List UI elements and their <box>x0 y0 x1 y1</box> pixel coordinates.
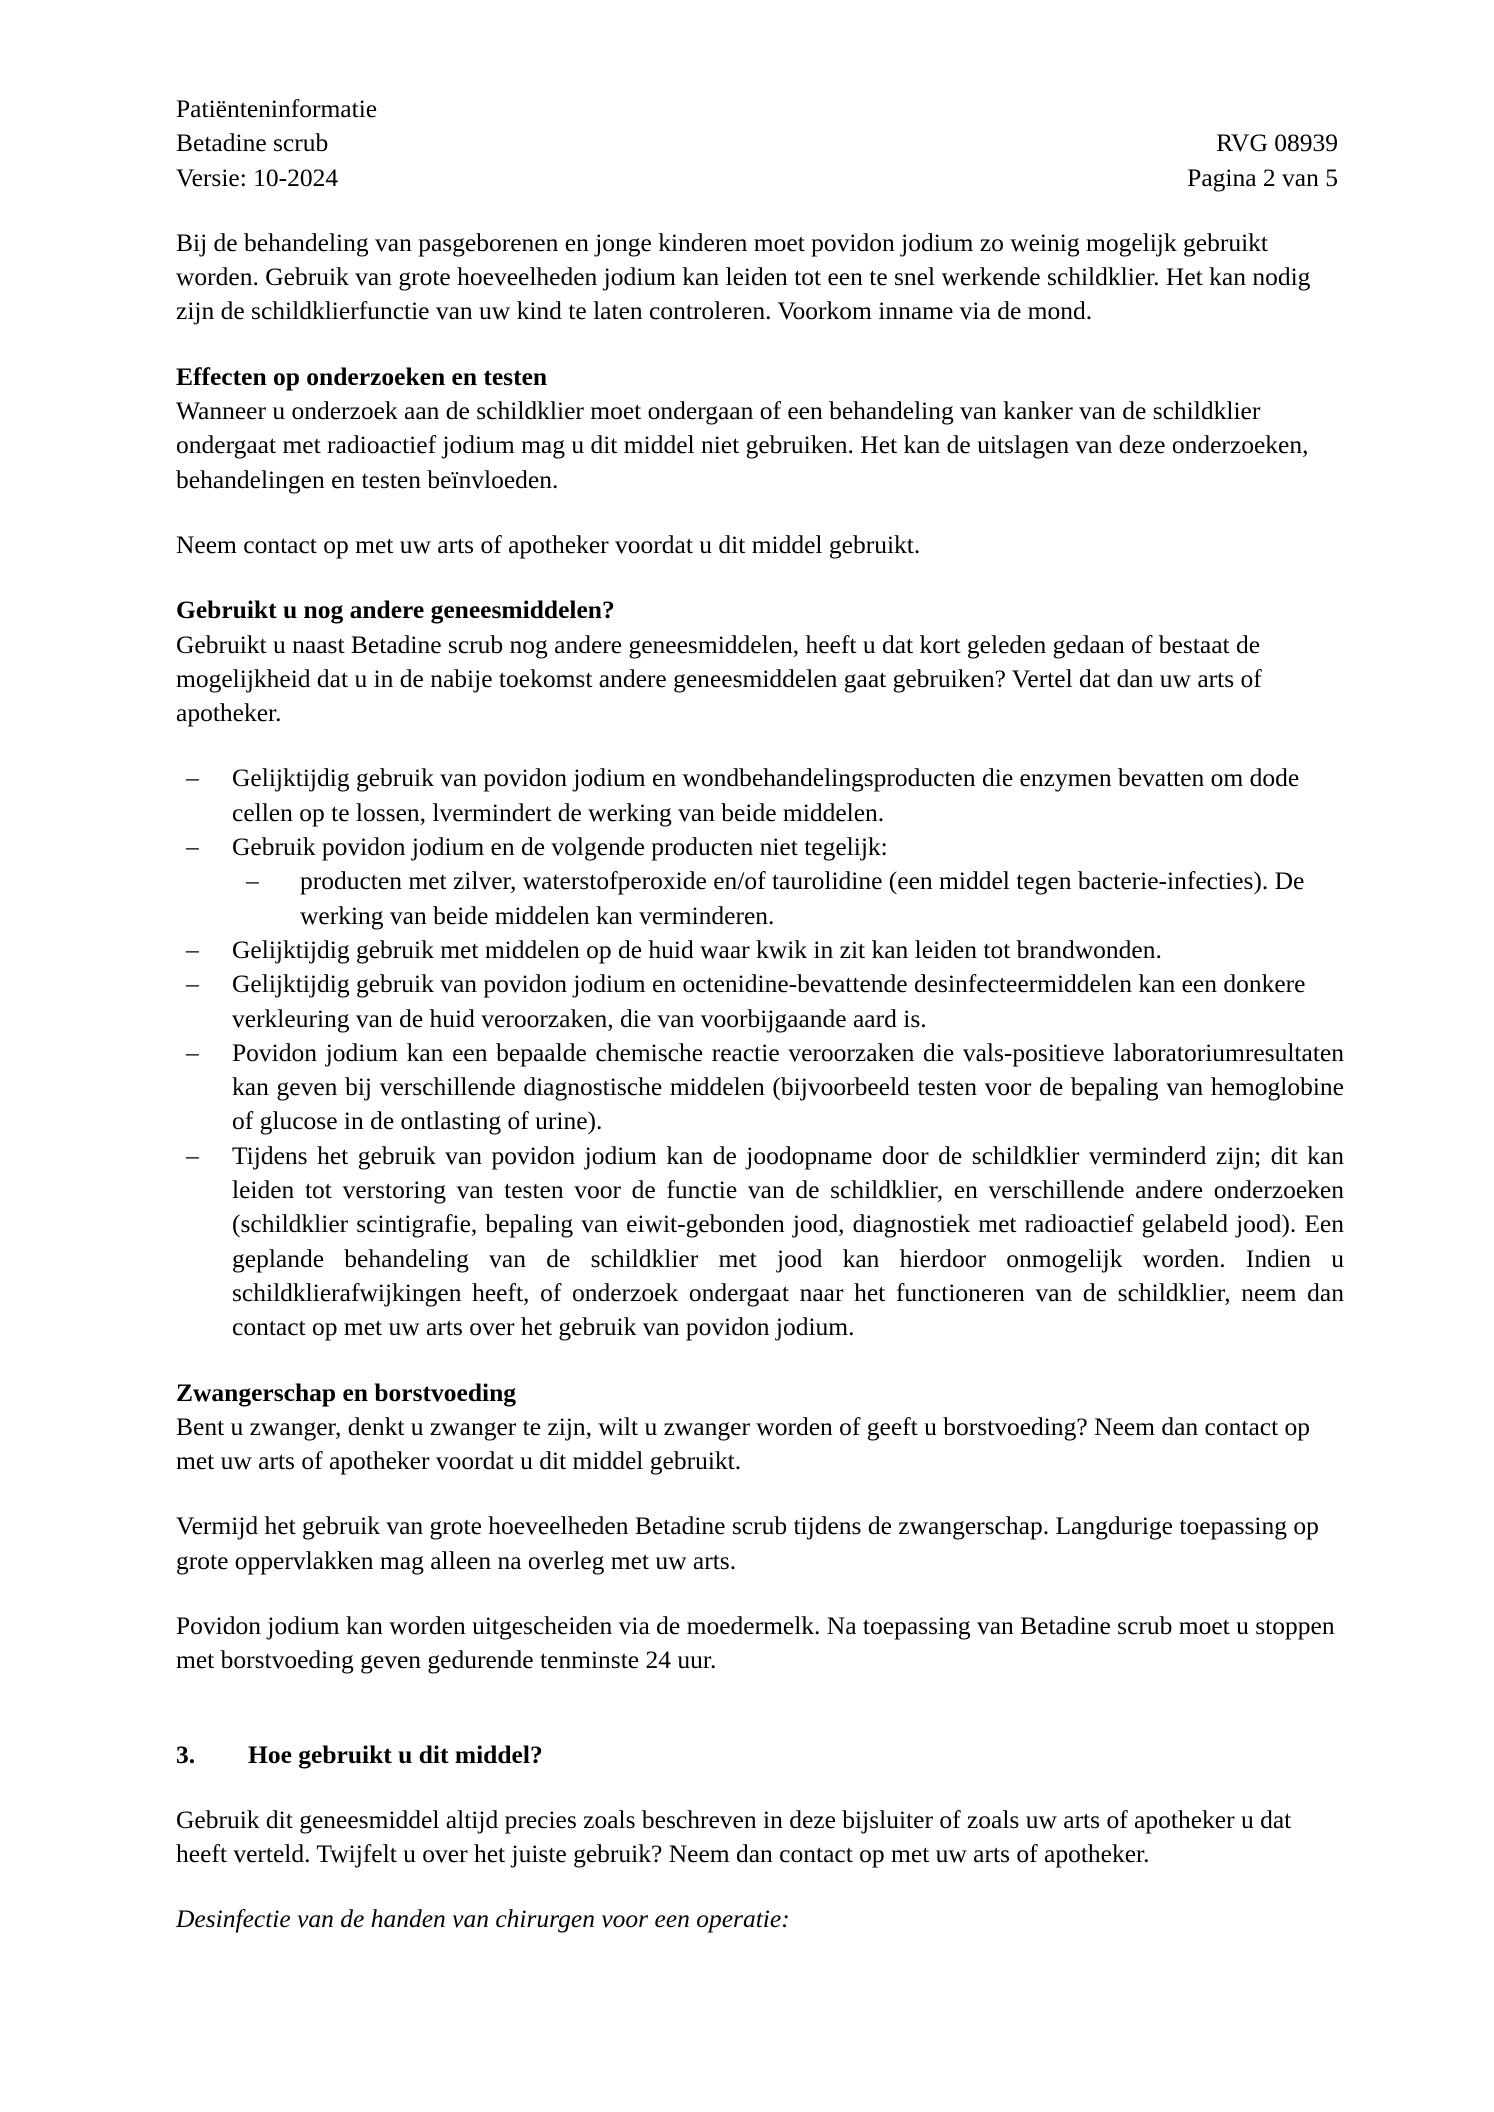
list-item-text: Povidon jodium kan een bepaalde chemische reactie veroorzaken die vals-positieve laboratoriumresultaten kan geven bij verschillende diagnostische middelen (bijvoorbeeld testen voor de bepaling van hemoglobine of glucose in de ontlasting of urine). <box>232 1037 1344 1136</box>
header-doc-type: Patiënteninformatie <box>176 94 378 123</box>
heading-effects-on-tests: Effecten op onderzoeken en testen <box>176 361 548 391</box>
bullet-dash-icon: – <box>186 763 199 793</box>
header-left-block <box>176 92 377 195</box>
bullet-dash-icon: – <box>186 1140 199 1170</box>
spacer-5 <box>176 1345 1344 1376</box>
list-item <box>176 1036 1344 1139</box>
document-body <box>176 226 1344 1937</box>
usage-subheading-surgeon-hands: Desinfectie van de handen van chirurgen voor een operatie: <box>176 1904 790 1934</box>
pregnancy-paragraph-1: Bent u zwanger, denkt u zwanger te zijn, wilt u zwanger worden of geeft u borstvoeding? Neem dan contact op met uw arts of apotheker voordat u dit middel gebruikt. <box>176 1411 1311 1476</box>
spacer-9 <box>176 1772 1344 1803</box>
list-item-text: Gebruik povidon jodium en de volgende producten niet tegelijk: <box>232 832 888 862</box>
header-rvg-number: RVG 08939 <box>1216 128 1338 158</box>
spacer-8 <box>176 1678 1344 1738</box>
spacer-3 <box>176 562 1344 593</box>
pregnancy-paragraph-3: Povidon jodium kan worden uitgescheiden via de moedermelk. Na toepassing van Betadine scrub moet u stoppen met borstvoeding geven gedurende tenminste 24 uur. <box>176 1610 1335 1675</box>
pregnancy-paragraph-2: Vermijd het gebruik van grote hoeveelheden Betadine scrub tijdens de zwangerschap. Langdurige toepassing op grote oppervlakken mag alleen na overleg met uw arts. <box>176 1511 1319 1575</box>
interactions-bullet-list <box>176 761 1344 1344</box>
spacer-4 <box>176 730 1344 761</box>
header-page-number: Pagina 2 van 5 <box>1187 162 1338 192</box>
effects-paragraph: Wanneer u onderzoek aan de schildklier moet ondergaan of een behandeling van kanker van de schildklier ondergaat met radioactief jodium mag u dit middel niet gebruiken. Het kan de uitslagen van deze onderzoeken, behandelingen en testen beïnvloeden. <box>176 396 1309 494</box>
section-title: Hoe gebruikt u dit middel? <box>248 1739 543 1769</box>
list-item <box>176 967 1344 1036</box>
spacer-1 <box>176 329 1344 360</box>
list-item-text: Gelijktijdig gebruik van povidon jodium en octenidine-bevattende desinfecteermiddelen kan een donkere verkleuring van de huid veroorzaken, die van voorbijgaande aard is. <box>232 969 1306 1033</box>
list-item-text: Gelijktijdig gebruik met middelen op de huid waar kwik in zit kan leiden tot brandwonden. <box>232 934 1162 964</box>
header-product-name: Betadine scrub <box>176 128 329 158</box>
intro-paragraph: Bij de behandeling van pasgeborenen en jonge kinderen moet povidon jodium zo weinig mogelijk gebruikt worden. Gebruik van grote hoeveelheden jodium kan leiden tot een te snel werkende schildklier. Het kan nodig zijn de schildklierfunctie van uw kind te laten controleren. Voorkom inname via de mond. <box>176 227 1311 326</box>
spacer-2 <box>176 497 1344 528</box>
list-item <box>176 933 1344 967</box>
document-header <box>176 92 1344 195</box>
bullet-dash-icon: – <box>186 934 199 964</box>
header-version: Versie: 10-2024 <box>176 162 339 192</box>
bullet-dash-icon: – <box>186 832 199 862</box>
list-item-text: Gelijktijdig gebruik van povidon jodium en wondbehandelingsproducten die enzymen bevatten om dode cellen op te lossen, lvermindert de werking van beide middelen. <box>232 763 1300 827</box>
spacer-6 <box>176 1478 1344 1509</box>
interactions-sub-bullet-list <box>232 864 1344 933</box>
sub-list-item <box>232 864 1344 933</box>
spacer-10 <box>176 1871 1344 1902</box>
spacer-7 <box>176 1578 1344 1609</box>
usage-paragraph: Gebruik dit geneesmiddel altijd precies zoals beschreven in deze bijsluiter of zoals uw arts of apotheker u dat heeft verteld. Twijfelt u over het juiste gebruik? Neem dan contact op met uw arts of apotheker. <box>176 1804 1292 1869</box>
heading-other-medicines: Gebruikt u nog andere geneesmiddelen? <box>176 595 615 625</box>
section-number: 3. <box>176 1739 196 1769</box>
list-item-text: Tijdens het gebruik van povidon jodium kan de joodopname door de schildklier verminderd zijn; dit kan leiden tot verstoring van testen voor de functie van de schildklier, en verschillende andere onderzoeken (schildklier scintigrafie, bepaling van eiwit-gebonden jood, diagnostiek met radioactief gelabeld jood). Een geplande behandeling van de schildklier met jood kan hierdoor onmogelijk worden. Indien u schildklierafwijkingen heeft, of onderzoek ondergaat naar het functioneren van de schildklier, neem dan contact op met uw arts over het gebruik van povidon jodium. <box>232 1140 1344 1342</box>
other-medicines-paragraph: Gebruikt u naast Betadine scrub nog andere geneesmiddelen, heeft u dat kort geleden gedaan of bestaat de mogelijkheid dat u in de nabije toekomst andere geneesmiddelen gaat gebruiken? Vertel dat dan uw arts of apotheker. <box>176 629 1262 728</box>
list-item <box>176 830 1344 933</box>
list-item <box>176 1139 1344 1345</box>
heading-pregnancy-breastfeeding: Zwangerschap en borstvoeding <box>176 1377 517 1407</box>
header-right-block <box>1187 92 1344 195</box>
heading-section-3-usage <box>176 1738 1344 1772</box>
list-item <box>176 761 1344 830</box>
sub-bullet-dash-icon: – <box>246 866 259 896</box>
sub-list-item-text: producten met zilver, waterstofperoxide en/of taurolidine (een middel tegen bacterie-infecties). De werking van beide middelen kan verminderen. <box>300 866 1305 930</box>
bullet-dash-icon: – <box>186 1037 199 1067</box>
spacer-after-header <box>176 195 1344 226</box>
bullet-dash-icon: – <box>186 969 199 999</box>
effects-contact-paragraph: Neem contact op met uw arts of apotheker voordat u dit middel gebruikt. <box>176 529 921 559</box>
